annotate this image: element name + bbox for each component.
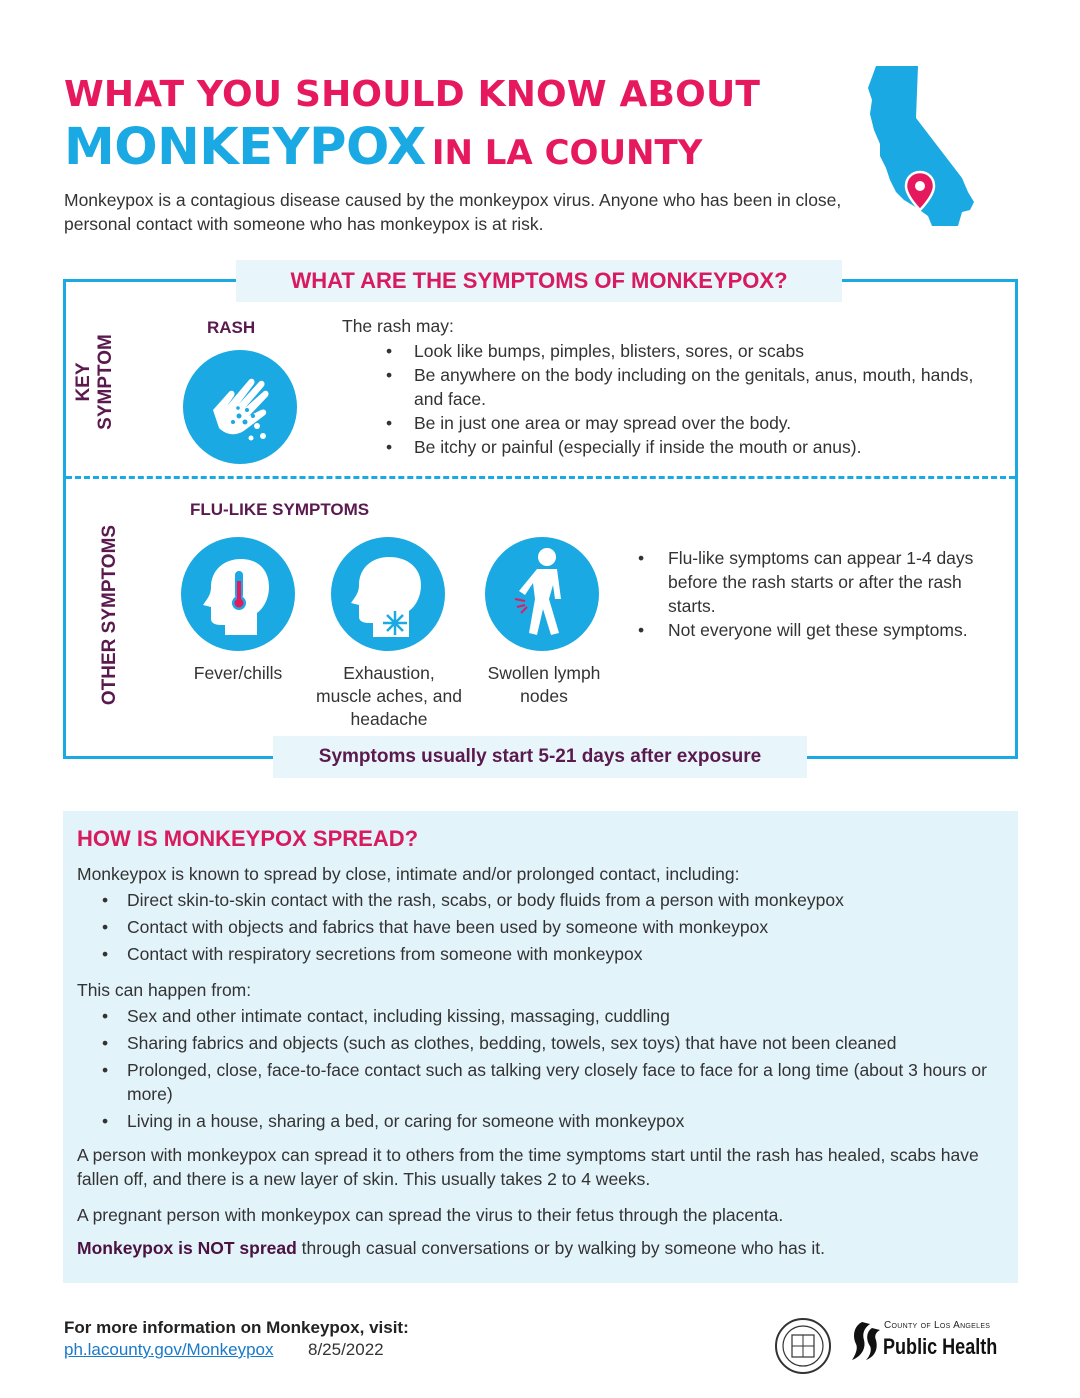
spread-heading: HOW IS MONKEYPOX SPREAD? (77, 826, 419, 851)
not-spread-note: Monkeypox is NOT spread through casual conversations or by walking by someone who has it. (77, 1238, 826, 1258)
contact-list (100, 888, 1010, 969)
spread-intro: Monkeypox is known to spread by close, intimate and/or prolonged contact, including: (77, 864, 740, 884)
rash-hand-icon (183, 350, 297, 464)
list-item: • Be itchy or painful (especially if inside the mouth or anus). (386, 435, 1006, 459)
list-item: • Prolonged, close, face-to-face contact such as talking very closely face to face for a long time (about 3 hours or more) (100, 1058, 1010, 1106)
monkeypox-info-link[interactable]: ph.lacounty.gov/Monkeypox (64, 1340, 274, 1359)
symptoms-footer: Symptoms usually start 5-21 days after exposure (273, 736, 807, 778)
list-item: • Contact with objects and fabrics that have been used by someone with monkeypox (100, 915, 1010, 939)
rash-list (386, 339, 1006, 459)
intro-paragraph: Monkeypox is a contagious disease caused by the monkeypox virus. Anyone who has been in close, personal contact with someone who has monkeypox is at risk. (64, 190, 842, 234)
headache-caption: Exhaustion, muscle aches, and headache (316, 663, 462, 729)
list-item: • Be anywhere on the body including on the genitals, anus, mouth, hands, and face. (386, 363, 1006, 411)
rash-heading: RASH (207, 318, 256, 337)
title-la-county: IN LA COUNTY (431, 133, 703, 173)
spread-paragraph-2: A pregnant person with monkeypox can spread the virus to their fetus through the placenta. (77, 1205, 784, 1225)
title-line-2 (64, 118, 702, 177)
list-item: • Look like bumps, pimples, blisters, sores, or scabs (386, 339, 1006, 363)
logo-county-text: County of Los Angeles (884, 1320, 991, 1331)
key-symptom-label: KEY SYMPTOM (73, 334, 116, 430)
spread-paragraph-1: A person with monkeypox can spread it to others from the time symptoms start until the rash has healed, scabs have fallen off, and there is a new layer of skin. This usually takes 2 to 4 weeks. (77, 1145, 979, 1189)
flu-list (638, 546, 1008, 642)
list-item: • Direct skin-to-skin contact with the rash, scabs, or body fluids from a person with monkeypox (100, 888, 1010, 912)
swollen-lymph-nodes-icon (485, 537, 599, 651)
california-map-icon (862, 60, 982, 238)
happen-list (100, 1004, 1010, 1136)
title-monkeypox: MONKEYPOX (64, 118, 426, 177)
headache-icon (331, 537, 445, 651)
symptoms-title: WHAT ARE THE SYMPTOMS OF MONKEYPOX? (236, 260, 842, 302)
fever-caption: Fever/chills (193, 663, 283, 683)
symptoms-divider (66, 476, 1015, 479)
lymph-caption: Swollen lymph nodes (487, 663, 601, 706)
list-item: • Living in a house, sharing a bed, or caring for someone with monkeypox (100, 1109, 1010, 1133)
list-item: • Flu-like symptoms can appear 1-4 days before the rash starts or after the rash starts. (638, 546, 1008, 618)
list-item: • Contact with respiratory secretions from someone with monkeypox (100, 942, 1010, 966)
publish-date: 8/25/2022 (308, 1340, 384, 1359)
more-info-label: For more information on Monkeypox, visit: (64, 1318, 409, 1337)
other-symptoms-label: OTHER SYMPTOMS (99, 524, 120, 706)
flu-heading: FLU-LIKE SYMPTOMS (190, 500, 370, 519)
rash-intro: The rash may: (342, 316, 454, 336)
happen-intro: This can happen from: (77, 980, 252, 1000)
list-item: • Sex and other intimate contact, including kissing, massaging, cuddling (100, 1004, 1010, 1028)
county-seal-icon (774, 1317, 832, 1375)
list-item: • Be in just one area or may spread over the body. (386, 411, 1006, 435)
fever-thermometer-icon (181, 537, 295, 651)
list-item: • Not everyone will get these symptoms. (638, 618, 1008, 642)
list-item: • Sharing fabrics and objects (such as clothes, bedding, towels, sex toys) that have not been cleaned (100, 1031, 1010, 1055)
public-health-logo-icon (848, 1318, 882, 1364)
logo-public-health-text: Public Health (883, 1334, 998, 1359)
title-line-1: WHAT YOU SHOULD KNOW ABOUT (64, 74, 761, 115)
